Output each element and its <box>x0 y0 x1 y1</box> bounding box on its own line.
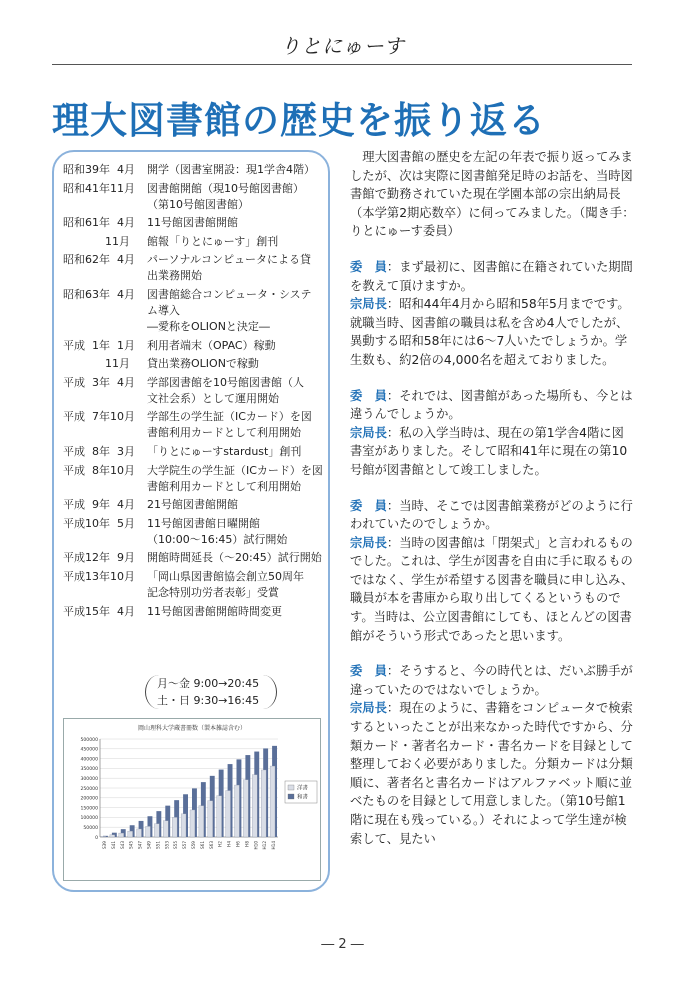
timeline-event: 学部生の学生証（ICカード）を図 書館利用カードとして利用開始 <box>147 410 312 440</box>
interview-paragraph <box>350 662 635 699</box>
chart-bar-洋書 <box>119 833 124 837</box>
speaker-label: 委 員 <box>350 498 387 513</box>
timeline-row <box>63 287 329 335</box>
chart-bar-洋書 <box>190 810 195 837</box>
chart-bar-洋書 <box>199 806 204 837</box>
speaker-label: 宗局長 <box>350 701 387 716</box>
timeline-event: 学部図書館を10号館図書館（人 文社会系）として運用開始 <box>147 375 304 405</box>
chart-bar-洋書 <box>128 831 133 837</box>
timeline-date: 平成 8年10月 <box>63 463 135 477</box>
chart-bar-洋書 <box>163 821 168 837</box>
interview-paragraph <box>350 148 635 241</box>
paragraph-text: ：まず最初に、図書館に在籍されていた期間を教えて頂けますか。 <box>350 259 633 293</box>
timeline-row <box>63 375 329 407</box>
chart-legend-label: 洋書 <box>297 785 309 792</box>
chart-y-tick-label: 500000 <box>80 737 98 743</box>
chart-bar-洋書 <box>146 826 151 837</box>
opening-hours <box>145 675 285 711</box>
timeline-row <box>63 338 329 354</box>
holdings-chart-svg <box>64 719 320 880</box>
timeline-event: 「りとにゅーすstardust」創刊 <box>147 444 302 458</box>
timeline-event: 大学院生の学生証（ICカード）を図 書館利用カードとして利用開始 <box>147 463 323 493</box>
page-number: ― 2 ― <box>321 937 364 952</box>
chart-y-tick-label: 450000 <box>80 747 98 753</box>
timeline-event: 11号館図書館開館時間変更 <box>147 604 282 618</box>
hours-weekday: 月〜金 9:00→20:45 <box>157 677 260 690</box>
chart-x-tick-label: H10 <box>253 841 259 850</box>
chart-y-tick-label: 300000 <box>80 777 98 782</box>
timeline-event: 貸出業務OLIONで稼動 <box>147 357 259 371</box>
timeline-event: 利用者端末（OPAC）稼動 <box>147 338 276 352</box>
interview-paragraph <box>350 387 635 424</box>
timeline-row <box>63 569 329 601</box>
chart-x-tick-label: S57 <box>182 841 188 849</box>
chart-title: 岡山理科大学蔵書冊数（製本雑誌含む） <box>137 725 247 732</box>
chart-legend-swatch <box>288 794 294 799</box>
chart-x-tick-label: S45 <box>128 841 134 849</box>
timeline-date: 平成 8年 3月 <box>63 444 135 458</box>
chart-bar-洋書 <box>226 791 231 837</box>
chart-y-tick-label: 150000 <box>80 806 98 812</box>
timeline-row <box>63 409 329 441</box>
chart-bar-洋書 <box>261 770 266 837</box>
chart-x-tick-label: H12 <box>262 841 268 850</box>
timeline-event: 開館時間延長（〜20:45）試行開始 <box>147 551 322 565</box>
speaker-label: 委 員 <box>350 259 387 274</box>
header-rule <box>52 64 632 65</box>
timeline-event: 開学（図書室開設：現1学舎4階） <box>147 163 315 176</box>
timeline-event: 「岡山県図書館協会創立50周年 記念特別功労者表彰」受賞 <box>147 569 304 599</box>
interview-paragraph <box>350 258 635 295</box>
chart-bar-洋書 <box>181 814 186 837</box>
timeline-date: 昭和39年 4月 <box>63 163 135 176</box>
chart-x-tick-label: H2 <box>217 841 223 847</box>
timeline-event: 11号館図書館開館 <box>147 216 238 230</box>
chart-legend-swatch <box>288 785 294 790</box>
interview-paragraph <box>350 534 635 646</box>
chart-x-tick-label: S63 <box>208 841 214 849</box>
paragraph-text: ：当時、そこでは図書館業務がどのように行われていたのでしょうか。 <box>350 498 633 532</box>
paragraph-text: ：私の入学当時は、現在の第1学舎4階に図書室がありました。そして昭和41年に現在の第10号館が図書館として竣工しました。 <box>350 425 628 477</box>
chart-x-tick-label: S53 <box>164 841 170 849</box>
timeline-date: 平成13年10月 <box>63 569 135 583</box>
timeline-date: 平成 9年 4月 <box>63 498 135 512</box>
timeline-date: 平成 3年 4月 <box>63 375 135 389</box>
chart-x-tick-label: H4 <box>226 841 232 847</box>
speaker-label: 委 員 <box>350 664 387 679</box>
timeline-date: 昭和62年 4月 <box>63 253 135 267</box>
paragraph-text: ：それでは、図書館があった場所も、今とは違うんでしょうか。 <box>350 388 633 422</box>
timeline-date: 昭和63年 4月 <box>63 287 135 301</box>
chart-bar-洋書 <box>154 824 159 837</box>
timeline-event: 図書館開館（現10号館図書館） （第10号館図書館） <box>147 181 304 211</box>
interview-paragraph <box>350 497 635 534</box>
paragraph-text: ：現在のように、書籍をコンピュータで検索するといったことが出来なかった時代ですから、分類カード・著者名カード・書名カードを目録として整理しておく必要がありました。分類カードは分類順に、著者名と書名カードはアルファベット順に並べたものを目録として用意しました。（第10号館1階に現在も残っている。）それによって学生達が検索して、見たい <box>350 701 633 846</box>
timeline-date: 平成15年 4月 <box>63 604 135 618</box>
chart-x-tick-label: S55 <box>173 841 179 849</box>
chart-bar-洋書 <box>101 836 106 837</box>
running-header-title: りとにゅーす <box>280 34 405 58</box>
timeline-row <box>63 463 329 495</box>
chart-y-tick-label: 200000 <box>80 796 98 802</box>
speaker-label: 委 員 <box>350 388 387 403</box>
timeline-row <box>63 444 329 460</box>
timeline-row <box>63 215 329 231</box>
speaker-label: 宗局長 <box>350 535 387 550</box>
paragraph-text: ：そうすると、今の時代とは、だいぶ勝手が違っていたのではないでしょうか。 <box>350 664 633 697</box>
speaker-label: 宗局長 <box>350 425 387 440</box>
timeline-row <box>63 252 329 284</box>
timeline-event: 11号館図書館日曜開館 （10:00〜16:45）試行開始 <box>147 516 288 546</box>
interview-paragraph <box>350 699 635 848</box>
timeline-event: 21号館図書館開館 <box>147 498 238 512</box>
timeline-row <box>63 497 329 513</box>
timeline-date: 11月 <box>63 357 130 371</box>
interview-column <box>350 148 635 865</box>
timeline <box>63 162 329 622</box>
timeline-event: パーソナルコンピュータによる貸 出業務開始 <box>147 253 312 283</box>
timeline-date: 平成 7年10月 <box>63 410 135 424</box>
chart-bar-洋書 <box>252 775 257 837</box>
chart-y-tick-label: 100000 <box>80 816 98 822</box>
timeline-event: 図書館総合コンピュータ・システ ム導入 ―愛称をOLIONと決定― <box>147 287 312 333</box>
chart-y-tick-label: 0 <box>95 835 98 841</box>
chart-x-tick-label: S39 <box>101 841 107 849</box>
paragraph-text: ：当時の図書館は「閉架式」と言われるものでした。これは、学生が図書を自由に手に取るものではなく、学生が希望する図書を職員に申し込み、職員が本を書庫から取り出してくるというものです。当時は、公立図書館にしても、ほとんどの図書館がそういう形式であったと思います。 <box>350 535 634 643</box>
interview-paragraph <box>350 424 635 480</box>
chart-bar-洋書 <box>110 835 115 837</box>
chart-x-tick-label: H6 <box>235 841 241 847</box>
hours-weekend: 土・日 9:30→16:45 <box>157 694 260 707</box>
chart-y-tick-label: 350000 <box>80 767 98 773</box>
timeline-row <box>63 604 329 620</box>
chart-x-tick-label: S51 <box>155 841 161 849</box>
chart-x-tick-label: S47 <box>137 841 143 849</box>
paragraph-text: ：昭和44年4月から昭和58年5月までです。就職当時、図書館の職員は私を含め4人でしたが、異動する昭和58年には6〜7人いたでしょうか。学生数も、約2倍の4,000名を超えておりました。 <box>350 297 630 367</box>
chart-bar-洋書 <box>217 796 222 837</box>
timeline-event: 館報「りとにゅーす」創刊 <box>147 234 279 248</box>
chart-x-tick-label: S43 <box>119 841 125 849</box>
chart-bar-洋書 <box>172 817 177 837</box>
timeline-date: 昭和61年 4月 <box>63 216 135 230</box>
speaker-label: 宗局長 <box>350 297 387 312</box>
timeline-date: 11月 <box>63 234 130 248</box>
timeline-row <box>63 516 329 548</box>
timeline-row <box>63 234 329 250</box>
chart-bar-洋書 <box>208 801 213 837</box>
chart-x-tick-label: S61 <box>199 841 205 849</box>
chart-bar-洋書 <box>243 780 248 837</box>
timeline-row <box>63 550 329 566</box>
chart-x-tick-label: H8 <box>244 841 250 847</box>
chart-bar-洋書 <box>270 766 275 837</box>
chart-legend-label: 和書 <box>297 794 309 801</box>
chart-x-tick-label: H14 <box>271 841 277 850</box>
timeline-date: 平成 1年 1月 <box>63 338 135 352</box>
timeline-row <box>63 181 329 213</box>
chart-bar-洋書 <box>235 785 240 837</box>
holdings-chart <box>63 718 321 881</box>
article-title: 理大図書館の歴史を振り返る <box>52 99 546 142</box>
timeline-date: 昭和41年11月 <box>63 181 135 195</box>
chart-x-tick-label: S59 <box>190 841 196 849</box>
paragraph-text: 理大図書館の歴史を左記の年表で振り返ってみましたが、次は実際に図書館発足時のお話を、当時図書館で勤務されていた現在学園本部の宗出納局長（本学第2期応数卒）に伺ってみました。（聞き手：りとにゅーす委員） <box>350 150 635 239</box>
chart-y-tick-label: 250000 <box>80 786 98 792</box>
timeline-row <box>63 162 329 178</box>
chart-x-tick-label: S41 <box>110 841 116 849</box>
chart-x-tick-label: S49 <box>146 841 152 849</box>
timeline-date: 平成10年 5月 <box>63 516 135 530</box>
chart-y-tick-label: 400000 <box>80 757 98 763</box>
chart-y-tick-label: 50000 <box>83 826 98 831</box>
timeline-row <box>63 356 329 372</box>
timeline-date: 平成12年 9月 <box>63 551 135 565</box>
interview-paragraph <box>350 295 635 369</box>
chart-bar-洋書 <box>137 829 142 837</box>
